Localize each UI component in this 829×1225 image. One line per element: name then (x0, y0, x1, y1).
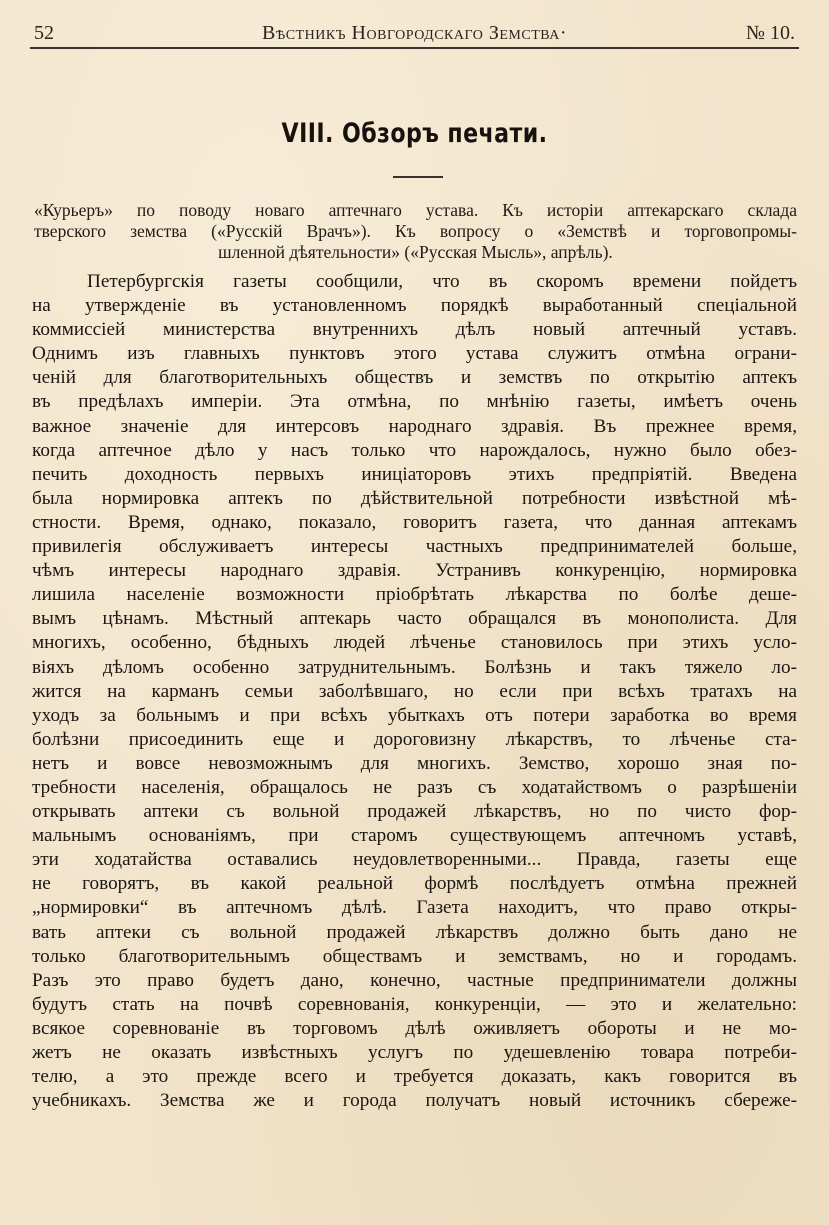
body-line: стности. Время, однако, показало, говоритъ газета, что данная аптекамъ (32, 511, 797, 533)
journal-title: Вѣстникъ Новгородскаго Земства· (261, 22, 567, 44)
body-line: многихъ, особенно, бѣдныхъ людей лѣченье становилось при этихъ усло- (32, 632, 797, 654)
title-rule (393, 176, 443, 178)
body-line: телю, а это прежде всего и требуется доказать, какъ говорится въ (32, 1066, 797, 1088)
body-line: была нормировка аптекъ по дѣйствительной потребности извѣстной мѣ- (32, 487, 797, 509)
body-line: Петербургскія газеты сообщили, что въ скоромъ времени пойдетъ (87, 271, 797, 292)
body-line: жетъ не оказать извѣстныхъ услугъ по удешевленію товара потреби- (32, 1042, 797, 1063)
page-number: 52 (34, 22, 54, 44)
article-body (32, 270, 797, 1113)
body-line: чѣмъ интересы народнаго здравія. Устранивъ конкуренцію, нормировка (32, 560, 797, 582)
body-line: когда аптечное дѣло у насъ только что нарождалось, нужно было обез- (32, 439, 797, 461)
body-line: на утвержденіе въ установленномъ порядкѣ выработанный спеціальной (32, 295, 797, 317)
body-line: учебникахъ. Земства же и города получатъ новый источникъ сбереже- (32, 1090, 797, 1112)
running-header (30, 20, 799, 50)
section-summary (34, 200, 797, 263)
body-line: Разъ это право будетъ дано, конечно, частные предприниматели должны (32, 969, 797, 991)
body-line: Однимъ изъ главныхъ пунктовъ этого устава служитъ отмѣна ограни- (32, 343, 797, 365)
body-line: болѣзни присоединить еще и дороговизну лѣкарствъ, то лѣченье ста- (32, 728, 797, 750)
body-line: въ предѣлахъ имперіи. Эта отмѣна, по мнѣнію газеты, имѣетъ очень (32, 391, 797, 413)
body-line: мальнымъ основаніямъ, при старомъ существующемъ аптечномъ уставѣ, (32, 825, 797, 847)
body-line: только благотворительнымъ обществамъ и земствамъ, но и городамъ. (32, 945, 797, 967)
body-line: важное значеніе для интерсовъ народнаго здравія. Въ прежнее время, (32, 415, 797, 437)
body-line: жится на карманъ семьи заболѣвшаго, но если при всѣхъ тратахъ на (32, 680, 797, 702)
body-line: привилегія обслуживаетъ интересы частныхъ предпринимателей больше, (32, 536, 797, 558)
body-line: „нормировки“ въ аптечномъ дѣлѣ. Газета находитъ, что право откры- (32, 897, 797, 919)
issue-number: № 10. (745, 22, 795, 44)
body-line: открывать аптеки съ вольной продажей лѣкарствъ, но по чисто фор- (32, 801, 797, 823)
body-line: нетъ и вовсе невозможнымъ для многихъ. Земство, хорошо зная по- (32, 752, 797, 774)
body-line: печить доходность первыхъ иниціаторовъ этихъ предпріятій. Введена (32, 463, 797, 485)
body-line: віяхъ дѣломъ особенно затруднительнымъ. Болѣзнь и такъ тяжело ло- (32, 656, 797, 678)
summary-line: шленной дѣятельности» («Русская Мысль», апрѣль). (218, 242, 613, 262)
body-line: коммиссіей министерства внутреннихъ дѣлъ новый аптечный уставъ. (32, 319, 797, 341)
body-line: эти ходатайства оставались неудовлетворенными... Правда, газеты еще (32, 849, 797, 871)
body-line: всякое соревнованіе въ торговомъ дѣлѣ оживляетъ обороты и не мо- (32, 1017, 797, 1039)
body-line: будутъ стать на почвѣ соревнованія, конкуренціи, — это и желательно: (32, 993, 797, 1015)
summary-line: тверского земства («Русскій Врачъ»). Къ вопросу о «Земствѣ и торговопромы- (34, 221, 797, 241)
body-line: лишила населеніе возможности пріобрѣтать лѣкарства по болѣе деше- (32, 584, 797, 606)
body-line: вымъ цѣнамъ. Мѣстный аптекарь часто обращался въ монополиста. Для (32, 608, 797, 630)
section-title: VIII. Обзоръ печати. (281, 118, 548, 149)
header-rule (30, 47, 799, 49)
summary-line: «Курьеръ» по поводу новаго аптечнаго устава. Къ исторіи аптекарскаго склада (34, 200, 797, 220)
body-line: требности населенія, обращалось не разъ съ ходатайствомъ о разрѣшеніи (32, 776, 797, 798)
body-line: вать аптеки съ вольной продажей лѣкарствъ должно быть дано не (32, 921, 797, 943)
body-line: ченій для благотворительныхъ обществъ и земствъ по открытію аптекъ (32, 367, 797, 389)
body-line: уходъ за больнымъ и при всѣхъ убыткахъ отъ потери заработка во время (32, 704, 797, 726)
body-line: не говорятъ, въ какой реальной формѣ послѣдуетъ отмѣна прежней (32, 873, 797, 895)
